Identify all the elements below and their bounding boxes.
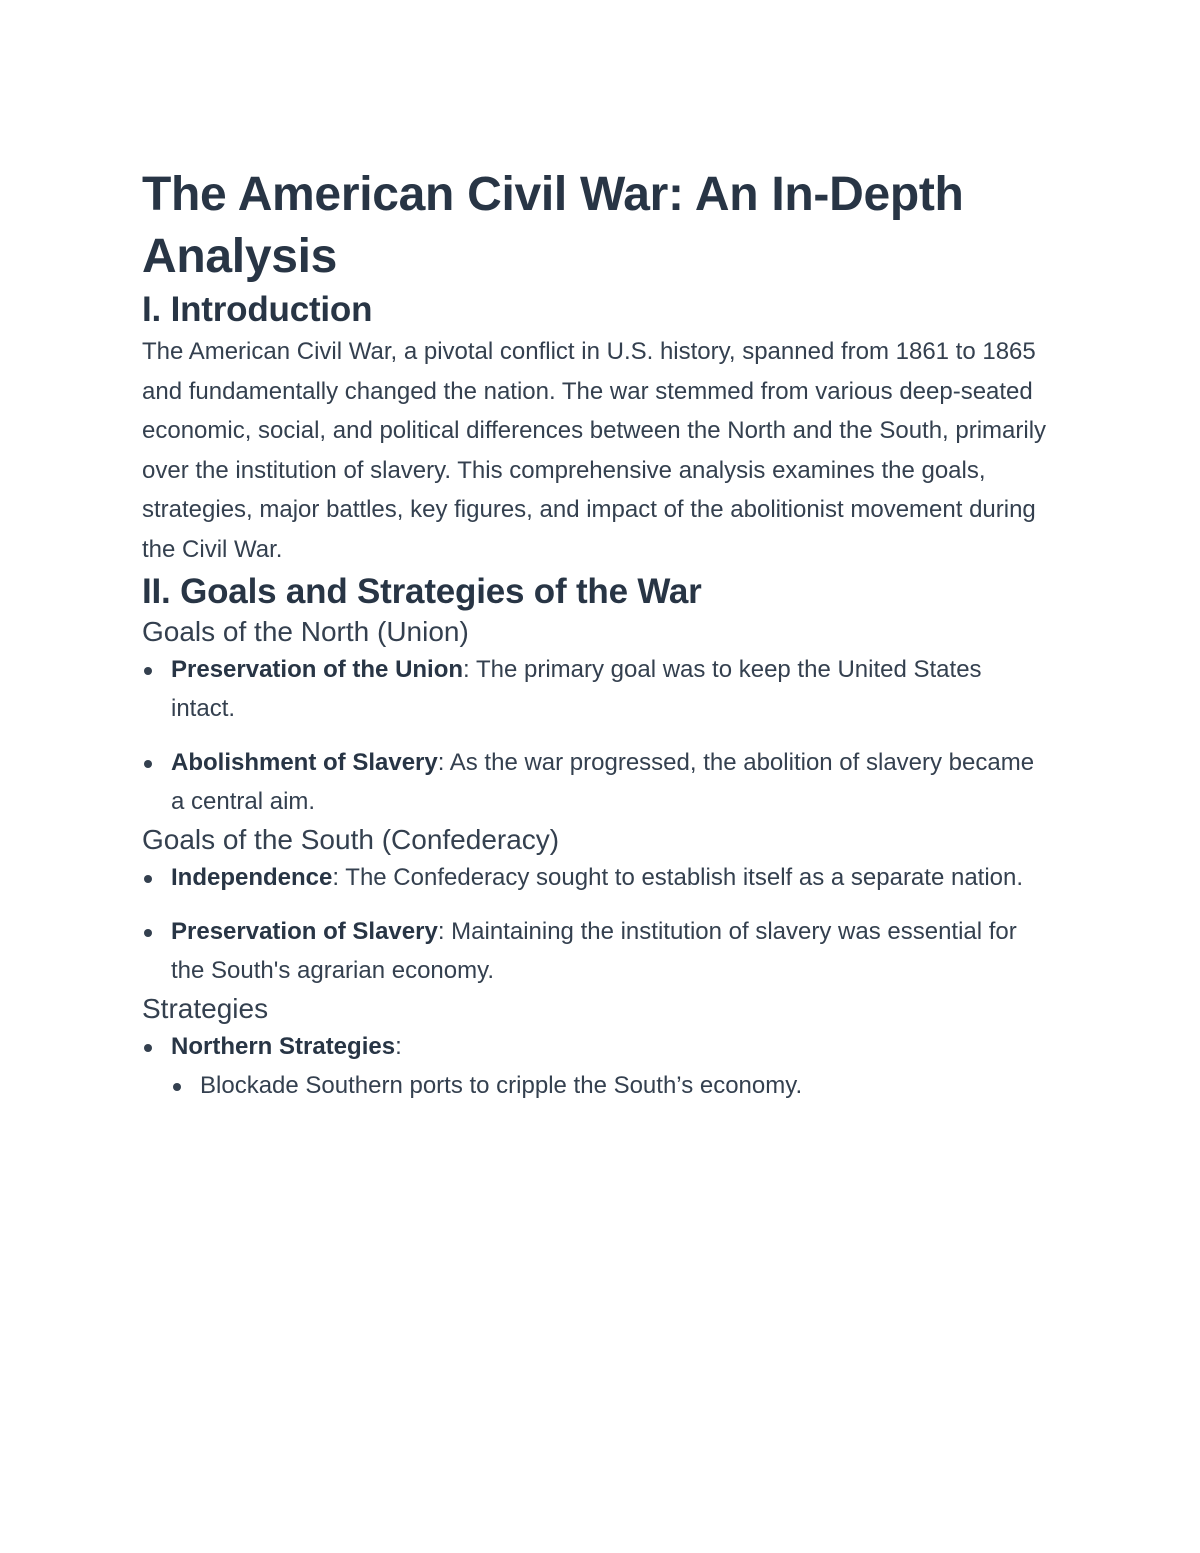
list-item — [142, 650, 1052, 729]
list-item-term: Independence — [171, 863, 333, 891]
list-item-separator: : — [395, 1032, 402, 1060]
list-item-separator: : — [463, 655, 470, 683]
list-item-separator: : — [332, 863, 340, 891]
list-item-separator: : — [437, 917, 445, 945]
northern-strategies-list — [171, 1066, 1052, 1106]
list-item-text: The Confederacy sought to establish itself as a separate nation. — [339, 863, 1024, 891]
list-item-text: As the war progressed, the abolition of slavery became a central aim. — [171, 748, 1035, 816]
south-goals-list — [142, 858, 1052, 991]
introduction-heading: I. Introduction — [142, 290, 373, 329]
list-item-text: The primary goal was to keep the United States intact. — [171, 655, 982, 723]
list-item — [142, 743, 1052, 822]
document-title: The American Civil War: An In-Depth Analysis — [142, 168, 964, 283]
strategies-heading: Strategies — [142, 992, 269, 1024]
list-item-term: Preservation of the Union — [171, 655, 464, 683]
list-item — [142, 912, 1052, 991]
list-item-separator: : — [437, 748, 445, 776]
list-item-text: Maintaining the institution of slavery was essential for the South's agrarian economy. — [171, 917, 1017, 985]
list-item-term: Northern Strategies — [171, 1032, 396, 1060]
list-item-term: Abolishment of Slavery — [171, 748, 438, 776]
north-goals-list — [142, 650, 1052, 822]
strategies-list — [142, 1027, 1052, 1067]
list-item — [142, 858, 1052, 898]
list-item: Blockade Southern ports to cripple the South’s economy. — [171, 1066, 1052, 1106]
list-item-term: Preservation of Slavery — [171, 917, 438, 945]
list-item — [142, 1027, 1052, 1067]
south-goals-heading: Goals of the South (Confederacy) — [142, 823, 560, 855]
goals-strategies-heading: II. Goals and Strategies of the War — [142, 571, 702, 611]
north-goals-heading: Goals of the North (Union) — [142, 615, 469, 647]
introduction-paragraph: The American Civil War, a pivotal conflict in U.S. history, spanned from 1861 to 1865 and fundamentally changed the nation. The war stemmed from various deep-seated economic, social, and political differences between the North and the South, primarily over the institution of slavery. This comprehensive analysis examines the goals, strategies, major battles, key figures, and impact of the abolitionist movement during the Civil War. — [142, 338, 1047, 563]
